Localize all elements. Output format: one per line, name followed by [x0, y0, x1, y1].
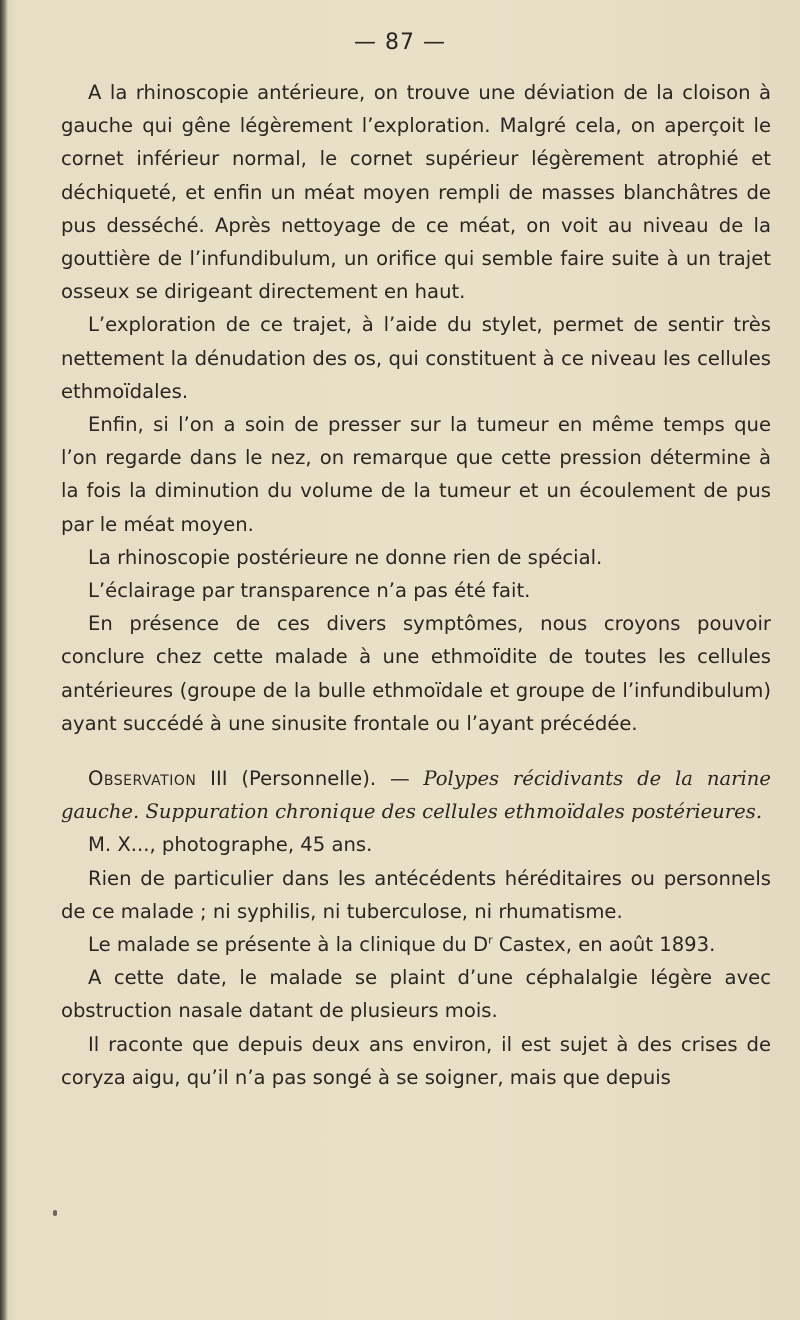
paragraph-pression: Enfin, si l’on a soin de presser sur la tumeur en même temps que l’on regarde dans le nez, on remarque que cette pression détermine à la fois la diminution du volume de la tumeur et un écoulement de pus par le méat moyen. [61, 413, 771, 536]
paragraph-rhinoscopie-posterieure: La rhinoscopie postérieure ne donne rien de spécial. [88, 545, 603, 569]
ink-mark [53, 1210, 57, 1216]
paragraph-antecedents: Rien de particulier dans les antécédents héréditaires ou personnels de ce malade ; ni syphilis, ni tuberculose, ni rhumatisme. [61, 866, 771, 923]
observation-title: Polypes récidivants de la narine gauche. Suppuration chronique des cellules ethmoïdales postérieures. [61, 767, 771, 824]
clinic-text-after: Castex, en août 1893. [492, 933, 716, 957]
paragraph-clinique [61, 928, 771, 961]
clinic-superscript: r [488, 933, 493, 947]
page-number: — 87 — [354, 30, 446, 55]
paragraph-patient: M. X..., photographe, 45 ans. [88, 833, 373, 857]
observation-number: III (Personnelle). — [196, 767, 424, 791]
paragraph-exploration: L’exploration de ce trajet, à l’aide du stylet, permet de sentir très nettement la dénudation des os, qui constituent à ce niveau les cellules ethmoïdales. [61, 313, 771, 403]
body-text [61, 76, 771, 1094]
paragraph-rhinoscopie-anterieure: A la rhinoscopie antérieure, on trouve une déviation de la cloison à gauche qui gêne légèrement l’exploration. Malgré cela, on aperçoit le cornet inférieur normal, le cornet supérieur légèrement atrophié et déchiqueté, et enfin un méat moyen rempli de masses blanchâtres de pus desséché. Après nettoyage de ce méat, on voit au niveau de la gouttière de l’infundibulum, un orifice qui semble faire suite à un trajet osseux se dirigeant directement en haut. [61, 81, 771, 304]
paragraph-conclusion: En présence de ces divers symptômes, nous croyons pouvoir conclure chez cette malade à une ethmoïdite de toutes les cellules antérieures (groupe de la bulle ethmoïdale et groupe de l’infundibulum) ayant succédé à une sinusite frontale ou l’ayant précédée. [61, 612, 771, 735]
binding-edge [0, 0, 8, 1320]
clinic-text-before: Le malade se présente à la clinique du D [88, 933, 489, 957]
observation-heading [61, 762, 771, 828]
paragraph-eclairage: L’éclairage par transparence n’a pas été fait. [88, 579, 531, 603]
observation-label: Observation [88, 767, 197, 791]
paragraph-cephalalgie: A cette date, le malade se plaint d’une céphalalgie légère avec obstruction nasale datant de plusieurs mois. [61, 966, 771, 1023]
paragraph-coryza: Il raconte que depuis deux ans environ, il est sujet à des crises de coryza aigu, qu’il n’a pas songé à se soigner, mais que depuis [61, 1032, 771, 1089]
